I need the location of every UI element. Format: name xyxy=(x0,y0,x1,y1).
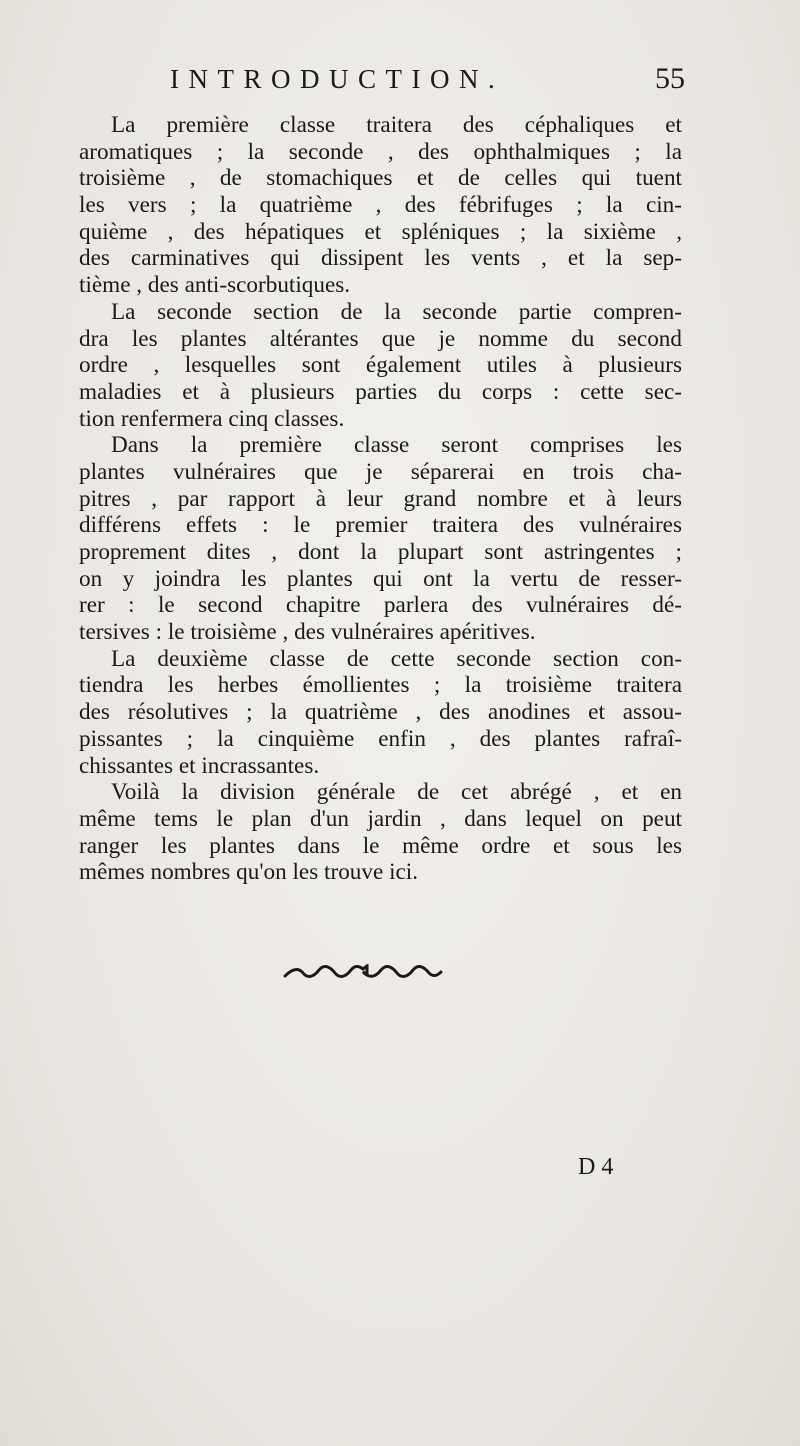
text-line: pissantes ; la cinquième enfin , des plantes rafraî- xyxy=(79,725,682,752)
signature-mark: D 4 xyxy=(578,1154,614,1180)
text-line: troisième , de stomachiques et de celles qui tuent xyxy=(79,165,682,192)
text-line: on y joindra les plantes qui ont la vertu de resser- xyxy=(79,565,682,592)
text-line: aromatiques ; la seconde , des ophthalmiques ; la xyxy=(79,138,682,165)
text-line: quième , des hépatiques et spléniques ; la sixième , xyxy=(79,218,682,245)
running-head: INTRODUCTION. xyxy=(170,64,505,94)
paragraph xyxy=(79,432,682,646)
page-header xyxy=(170,62,685,102)
text-line: maladies et à plusieurs parties du corps : cette sec- xyxy=(79,378,682,405)
paragraph xyxy=(79,299,682,432)
text-line: Dans la première classe seront comprises les xyxy=(111,432,682,459)
text-line: rer : le second chapitre parlera des vulnéraires dé- xyxy=(79,592,682,619)
text-line: des carminatives qui dissipent les vents , et la sep- xyxy=(79,245,682,272)
decorative-ornament xyxy=(283,964,443,982)
page-number: 55 xyxy=(655,62,685,95)
text-line: tiendra les herbes émollientes ; la troisième traitera xyxy=(79,672,682,699)
text-line: tersives : le troisième , des vulnéraires apéritives. xyxy=(79,619,536,646)
text-line: tion renfermera cinq classes. xyxy=(79,405,345,432)
paragraph xyxy=(79,112,682,299)
text-line: différens effets : le premier traitera des vulnéraires xyxy=(79,512,682,539)
text-line: La seconde section de la seconde partie compren- xyxy=(111,298,682,325)
text-line: chissantes et incrassantes. xyxy=(79,752,320,779)
text-line: même tems le plan d'un jardin , dans lequel on peut xyxy=(79,805,682,832)
text-line: La première classe traitera des céphaliques et xyxy=(111,112,682,138)
text-line: Voilà la division générale de cet abrégé , et en xyxy=(111,779,682,806)
text-line: ranger les plantes dans le même ordre et sous les xyxy=(79,832,682,859)
text-line: proprement dites , dont la plupart sont astringentes ; xyxy=(79,539,682,565)
paragraph xyxy=(79,646,682,779)
text-line: plantes vulnéraires que je séparerai en trois cha- xyxy=(79,458,682,485)
body-text xyxy=(79,112,682,886)
text-line: les vers ; la quatrième , des fébrifuges ; la cin- xyxy=(79,192,682,219)
text-line: des résolutives ; la quatrième , des anodines et assou- xyxy=(79,699,682,726)
text-line: dra les plantes altérantes que je nomme du second xyxy=(79,325,682,352)
text-line: tième , des anti-scorbutiques. xyxy=(79,272,351,299)
text-line: pitres , par rapport à leur grand nombre et à leurs xyxy=(79,485,682,512)
text-line: mêmes nombres qu'on les trouve ici. xyxy=(79,859,419,886)
text-line: ordre , lesquelles sont également utiles à plusieurs xyxy=(79,352,682,379)
paragraph xyxy=(79,779,682,886)
text-line: La deuxième classe de cette seconde section con- xyxy=(111,645,682,672)
